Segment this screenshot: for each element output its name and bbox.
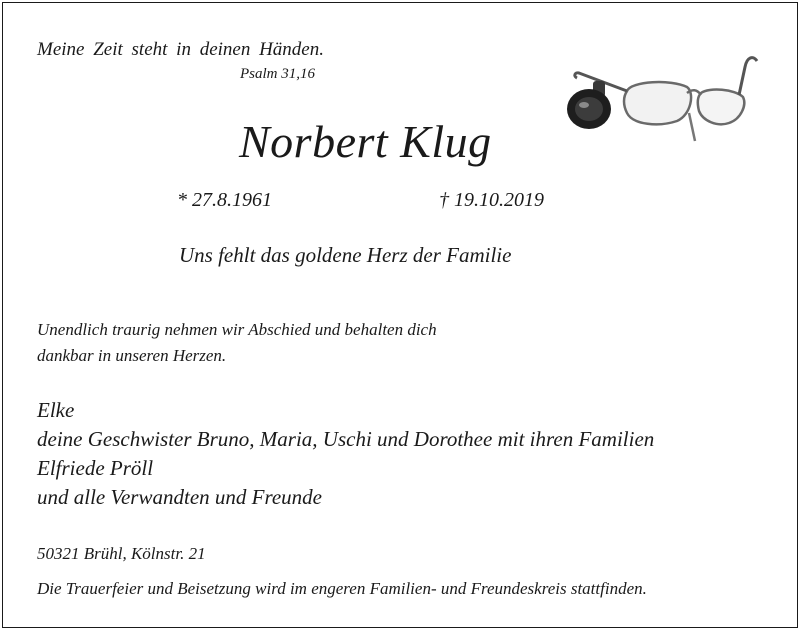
glasses-with-loupe-image [559, 43, 769, 165]
death-date: † 19.10.2019 [439, 189, 544, 211]
mourner-line: Elfriede Pröll [37, 456, 154, 480]
mourner-line: deine Geschwister Bruno, Maria, Uschi und Dorothee mit ihren Familien [37, 427, 655, 451]
obituary-card [2, 2, 798, 628]
farewell-line: dankbar in unseren Herzen. [37, 346, 227, 365]
mourner-line: und alle Verwandten und Freunde [37, 485, 323, 509]
verse-reference: Psalm 31,16 [240, 66, 315, 82]
bible-verse: Meine Zeit steht in deinen Händen. [37, 39, 324, 60]
address: 50321 Brühl, Kölnstr. 21 [37, 544, 206, 563]
farewell-line: Unendlich traurig nehmen wir Abschied und behalten dich [37, 320, 437, 339]
farewell-text [37, 317, 577, 369]
memorial-motto: Uns fehlt das goldene Herz der Familie [179, 243, 512, 267]
birth-date: * 27.8.1961 [177, 189, 272, 211]
mourner-line: Elke [37, 398, 75, 422]
funeral-note: Die Trauerfeier und Beisetzung wird im engeren Familien- und Freundeskreis stattfinden. [37, 579, 647, 598]
deceased-name: Norbert Klug [239, 116, 492, 167]
mourners-list [37, 396, 654, 512]
